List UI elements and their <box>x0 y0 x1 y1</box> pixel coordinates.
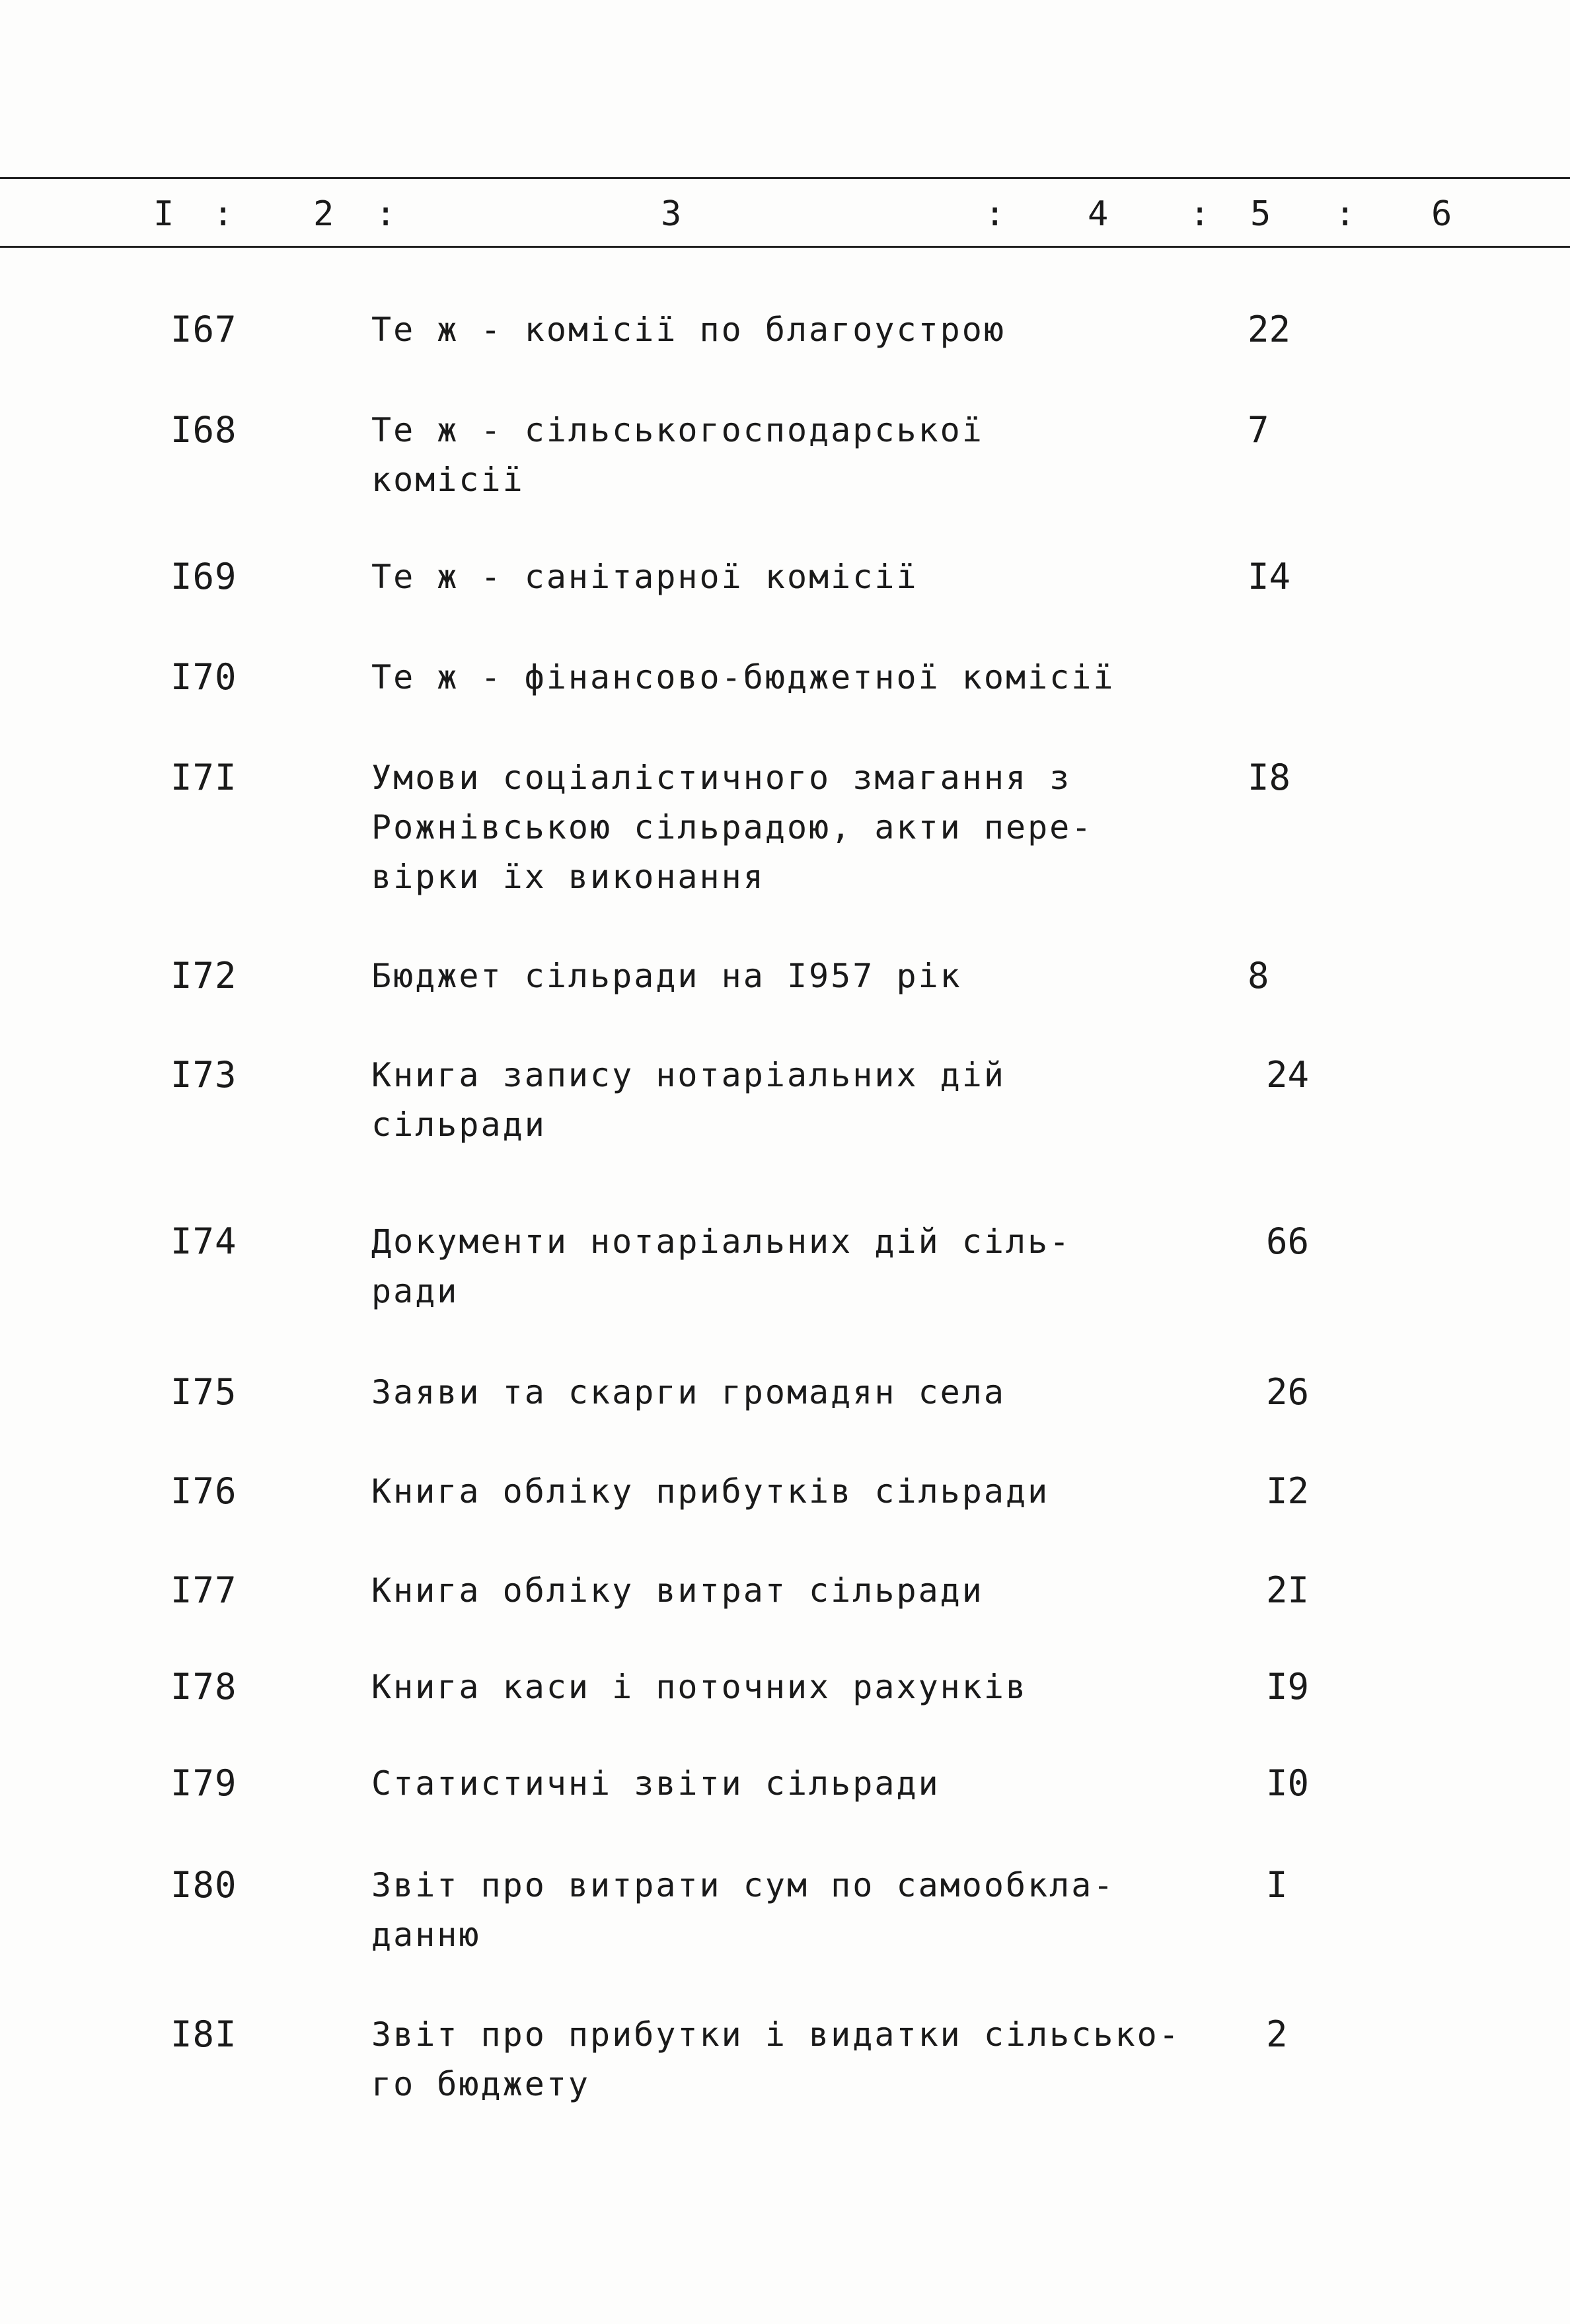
row-sheet-count: 26 <box>1266 1371 1310 1413</box>
row-number: I79 <box>170 1762 237 1804</box>
row-title: Те ж - фінансово-бюджетної комісії <box>371 658 1115 696</box>
row-sheet-count: 2 <box>1266 2013 1288 2055</box>
header-separator: : <box>213 194 234 234</box>
row-title: Книга обліку прибутків сільради <box>371 1472 1050 1511</box>
row-sheet-count: 22 <box>1248 309 1291 350</box>
row-title: Умови соціалістичного змагання з Рожнівською сільрадою, акти пере- вірки їх виконання <box>371 759 1094 896</box>
row-sheet-count: I8 <box>1248 757 1291 798</box>
row-number: I72 <box>170 955 237 996</box>
header-col-5: 5 <box>1250 194 1271 234</box>
row-title: Книга каси і поточних рахунків <box>371 1668 1028 1706</box>
row-sheet-count: 7 <box>1248 409 1269 451</box>
row-number: I77 <box>170 1569 237 1611</box>
row-number: I74 <box>170 1220 237 1262</box>
header-separator: : <box>375 194 396 234</box>
row-sheet-count: I0 <box>1266 1762 1310 1804</box>
row-number: I70 <box>170 656 237 698</box>
header-top-rule <box>0 177 1570 179</box>
header-col-3: 3 <box>661 194 682 234</box>
row-title: Документи нотаріальних дій сіль- ради <box>371 1222 1072 1310</box>
header-col-1: I <box>153 194 174 234</box>
header-col-4: 4 <box>1088 194 1109 234</box>
row-sheet-count: 2I <box>1266 1569 1310 1611</box>
row-sheet-count: 8 <box>1248 955 1269 996</box>
row-title: Звіт про прибутки і видатки сільсько- го бюджету <box>371 2015 1181 2103</box>
row-number: I8I <box>170 2013 237 2055</box>
row-title: Книга запису нотаріальних дій сільради <box>371 1056 1006 1144</box>
row-number: I68 <box>170 409 237 451</box>
row-sheet-count: I <box>1266 1864 1288 1906</box>
header-col-6: 6 <box>1431 194 1452 234</box>
row-number: I75 <box>170 1371 237 1413</box>
header-bottom-rule <box>0 246 1570 248</box>
header-separator: : <box>1335 194 1356 234</box>
row-sheet-count: 66 <box>1266 1220 1310 1262</box>
row-title: Заяви та скарги громадян села <box>371 1373 1006 1411</box>
row-title: Книга обліку витрат сільради <box>371 1571 984 1610</box>
row-sheet-count: I4 <box>1248 556 1291 597</box>
row-sheet-count: 24 <box>1266 1054 1310 1096</box>
row-sheet-count: I2 <box>1266 1470 1310 1512</box>
row-number: I78 <box>170 1666 237 1707</box>
header-separator: : <box>1189 194 1211 234</box>
header-col-2: 2 <box>313 194 334 234</box>
row-title: Статистичні звіти сільради <box>371 1764 940 1803</box>
row-title: Те ж - сільськогосподарської комісії <box>371 411 984 499</box>
row-title: Те ж - санітарної комісії <box>371 558 918 596</box>
row-number: I69 <box>170 556 237 597</box>
row-sheet-count: I9 <box>1266 1666 1310 1707</box>
row-number: I76 <box>170 1470 237 1512</box>
row-title: Звіт про витрати сум по самообкла- данню <box>371 1866 1115 1954</box>
row-number: I7I <box>170 757 237 798</box>
header-separator: : <box>985 194 1006 234</box>
row-title: Те ж - комісії по благоустрою <box>371 311 1006 349</box>
row-number: I73 <box>170 1054 237 1096</box>
row-title: Бюджет сільради на I957 рік <box>371 957 962 995</box>
row-number: I67 <box>170 309 237 350</box>
row-number: I80 <box>170 1864 237 1906</box>
